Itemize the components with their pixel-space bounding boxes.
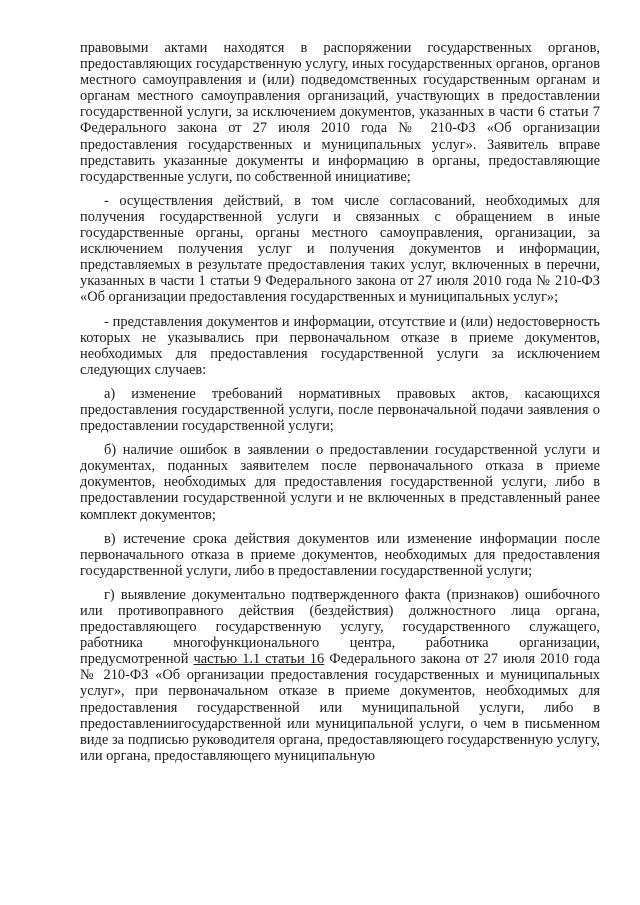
paragraph-5: б) наличие ошибок в заявлении о предоставлении государственной услуги и документах, поданных заявителем после первоначального отказа в приеме документов, необходимых для предоставления государственной услуги, либо в предоставлении государственной услуги и не включенных в представленный ранее комплект документов;	[80, 442, 600, 523]
paragraph-7-start: г) выявление документально подтвержденного факта (признаков) ошибочного или противоправного действия (бездействия) должностного лица органа, предоставляющего государственную услугу, государственного служащего, работника многофункционального центра, работника организации, предусмотренной	[80, 586, 600, 668]
document-page	[80, 40, 600, 764]
law-reference-link[interactable]: частью 1.1 статьи 16	[193, 651, 325, 668]
paragraph-6: в) истечение срока действия документов или изменение информации после первоначального отказа в приеме документов, необходимых для предоставления государственной услуги, либо в предоставлении государственной услуги;	[80, 530, 600, 579]
paragraph-7-end: Федерального закона от 27 июля 2010 года № 210-ФЗ «Об организации предоставления государственных и муниципальных услуг», при первоначальном отказе в приеме документов, необходимых для предоставления государственной или муниципальной услуги, либо в предоставлениигосударственной или муниципальной услуги, о чем в письменном виде за подписью руководителя органа, предоставляющего государственную услугу, или органа, предоставляющего муниципальную	[80, 651, 600, 764]
paragraph-1: правовыми актами находятся в распоряжении государственных органов, предоставляющих государственную услугу, иных государственных органов, органов местного самоуправления и (или) подведомственных государственным органам и органам местного самоуправления организаций, участвующих в предоставлении государственной услуги, за исключением документов, указанных в части 6 статьи 7 Федерального закона от 27 июля 2010 года № 210-ФЗ «Об организации предоставления государственных и муниципальных услуг». Заявитель вправе представить указанные документы и информацию в органы, предоставляющие государственные услуги, по собственной инициативе;	[80, 40, 600, 185]
paragraph-7	[80, 587, 600, 764]
paragraph-4: а) изменение требований нормативных правовых актов, касающихся предоставления государственной услуги, после первоначальной подачи заявления о предоставлении государственной услуги;	[80, 385, 600, 435]
paragraph-2: - осуществления действий, в том числе согласований, необходимых для получения государственной услуги и связанных с обращением в иные государственные органы, органы местного самоуправления, организации, за исключением получения услуг и получения документов и информации, представляемых в результате предоставления таких услуг, включенных в перечни, указанных в части 1 статьи 9 Федерального закона от 27 июля 2010 года № 210-ФЗ «Об организации предоставления государственных и муниципальных услуг»;	[80, 192, 600, 306]
paragraph-3: - представления документов и информации, отсутствие и (или) недостоверность которых не указывались при первоначальном отказе в приеме документов, необходимых для предоставления государственной услуги за исключением следующих случаев:	[80, 313, 600, 378]
